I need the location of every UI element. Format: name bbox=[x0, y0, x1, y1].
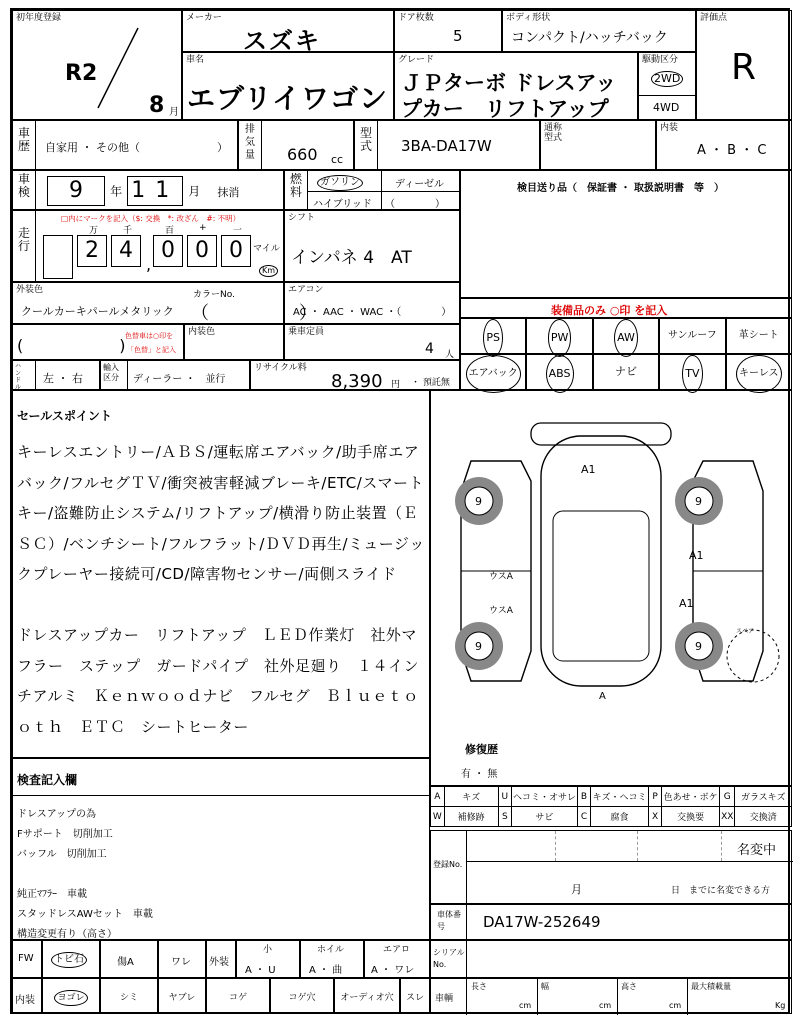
interior-damage-text bbox=[401, 990, 429, 1003]
odometer-digit bbox=[221, 225, 253, 279]
equipment-label: TV bbox=[682, 355, 702, 393]
mark-left-rear-door: ウスA bbox=[489, 606, 513, 616]
common-type-cell bbox=[540, 120, 656, 170]
type-cell bbox=[354, 120, 540, 170]
body-cell bbox=[502, 10, 696, 52]
equipment-item bbox=[593, 318, 659, 354]
handle-value: 左 ・ 右 bbox=[43, 372, 83, 385]
legend-meaning: サビ bbox=[512, 807, 578, 827]
fuel-hdivider bbox=[307, 191, 461, 192]
interior-color-label: 内装色 bbox=[188, 327, 216, 337]
mark-right-rear-door: A1 bbox=[679, 597, 694, 610]
legend-code: P bbox=[648, 787, 661, 807]
equipment-item bbox=[726, 318, 792, 354]
interior-grade-value: A ・ B ・ C bbox=[697, 143, 767, 158]
displacement-cell bbox=[238, 120, 354, 170]
odometer-unit: + bbox=[199, 223, 207, 233]
length-unit: cm bbox=[519, 1001, 532, 1010]
legend-row bbox=[431, 807, 792, 827]
inspection-line: 構造変更有り（高さ） bbox=[17, 929, 117, 940]
reg-month: 月 bbox=[571, 883, 582, 896]
car-roof-spoiler bbox=[531, 423, 671, 445]
interior-damage-cell bbox=[334, 978, 400, 1014]
legend-code: W bbox=[431, 807, 445, 827]
model-cell bbox=[182, 52, 394, 120]
sales-point-line: クプレーヤー接続可/CD/障害物センサー/両側スライド bbox=[17, 565, 397, 583]
legend-meaning: ガラスキズ bbox=[735, 787, 792, 807]
drive-4wd: 4WD bbox=[653, 101, 680, 114]
legend-code: X bbox=[648, 807, 661, 827]
mark-roof-front: A1 bbox=[581, 463, 596, 476]
odometer-digit bbox=[153, 225, 185, 279]
interior-damage-label: ヨゴレ bbox=[54, 990, 87, 1006]
seats-value: 4 bbox=[425, 341, 434, 357]
interior-grade-cell bbox=[656, 120, 792, 170]
interior-damage-label: ヤブレ bbox=[168, 993, 196, 1003]
first-registration-label: 初年度登録 bbox=[16, 13, 62, 23]
slash-mark bbox=[93, 26, 143, 111]
import-cell bbox=[100, 360, 250, 390]
body-value: コンパクト/ハッチバック bbox=[511, 30, 668, 46]
handle-label: ハンドル bbox=[15, 363, 22, 391]
ext-wheel-vals: A ・ 曲 bbox=[309, 965, 343, 976]
recycle-label: リサイクル料 bbox=[254, 363, 307, 373]
import-label: 輸入区分 bbox=[103, 363, 119, 382]
equipment-title-cell bbox=[460, 298, 792, 318]
shaken-year bbox=[47, 176, 239, 206]
equipment-label: AW bbox=[614, 319, 638, 357]
width-label: 幅 bbox=[541, 982, 549, 991]
car-top-body bbox=[541, 436, 661, 686]
km-unit bbox=[259, 265, 278, 277]
history-divider bbox=[35, 121, 36, 171]
documents-cell bbox=[460, 170, 792, 298]
odometer-digit-box bbox=[43, 235, 73, 279]
spare-label: スペア bbox=[736, 628, 755, 635]
ac-value: AC ・ AAC ・ WAC ・（ ） bbox=[293, 307, 452, 318]
height-label: 高さ bbox=[621, 982, 637, 991]
legend-code: A bbox=[431, 787, 445, 807]
ext-label-cell bbox=[206, 940, 236, 978]
displacement-label: 排気量 bbox=[245, 124, 255, 161]
displacement-value: 660 bbox=[287, 145, 318, 164]
legend-code: B bbox=[577, 787, 590, 807]
recycle-value: 8,390 bbox=[331, 371, 383, 392]
type-value: 3BA-DA17W bbox=[401, 137, 492, 155]
doors-label: ドア枚数 bbox=[398, 13, 434, 23]
legend-meaning: 交換済 bbox=[735, 807, 792, 827]
fw-crack-cell bbox=[158, 940, 206, 978]
mark-wheel-rr: 9 bbox=[695, 640, 702, 653]
dimensions-cell bbox=[430, 978, 792, 1014]
odometer-digit-box: 2 bbox=[77, 235, 107, 267]
odometer-digit-box: 0 bbox=[153, 235, 183, 267]
legend-code: S bbox=[498, 807, 511, 827]
month-unit: 月 bbox=[169, 107, 179, 118]
ext-small-label: 小 bbox=[263, 945, 273, 955]
legend-table bbox=[430, 786, 792, 827]
fw-chip bbox=[51, 952, 87, 968]
ext-wheel-label: ホイル bbox=[317, 945, 345, 955]
equipment-label: PS bbox=[483, 319, 503, 357]
equipment-item bbox=[526, 354, 592, 390]
reg-dash-2 bbox=[637, 831, 638, 861]
mileage-divider bbox=[35, 211, 36, 283]
fw-row bbox=[12, 940, 430, 978]
fw-chip-cell bbox=[42, 940, 100, 978]
seats-cell bbox=[284, 324, 460, 360]
exterior-color-value: クールカーキパールメタリック bbox=[21, 305, 174, 318]
fuel-diesel: ディーゼル bbox=[395, 179, 444, 190]
equipment-item bbox=[460, 354, 526, 390]
interior-damage-text bbox=[335, 990, 399, 1003]
first-registration-cell bbox=[12, 10, 182, 120]
drive-label: 駆動区分 bbox=[642, 55, 679, 65]
max-load-label: 最大積載量 bbox=[691, 982, 731, 991]
inspection-line: バッフル 切削加工 bbox=[17, 849, 107, 860]
fuel-other: （ ） bbox=[385, 199, 445, 210]
shaken-cell bbox=[12, 170, 284, 210]
reg-dash-1 bbox=[555, 831, 556, 861]
interior-damage-cell bbox=[206, 978, 270, 1014]
sales-point-line: ＳＣ）/ベンチシート/フルフラット/ＤＶＤ再生/ミュージッ bbox=[17, 534, 425, 553]
car-diagram bbox=[431, 401, 793, 731]
yen-unit: 円 bbox=[391, 380, 401, 390]
odometer-digit-box: 4 bbox=[111, 235, 141, 267]
inspection-line: ドレスアップの為 bbox=[17, 809, 96, 820]
dims-label: 車輌 bbox=[435, 994, 454, 1004]
interior-color-cell bbox=[184, 324, 284, 360]
inspection-line: スタッドレスAWセット 車載 bbox=[17, 909, 153, 920]
history-value: 自家用 ・ その他（ ） bbox=[45, 141, 228, 154]
dims-div-1 bbox=[537, 979, 538, 1015]
drive-divider bbox=[639, 95, 697, 96]
height-unit: cm bbox=[669, 1001, 682, 1010]
km-label: Km bbox=[259, 265, 278, 277]
maker-label: メーカー bbox=[186, 13, 222, 23]
equipment-item bbox=[593, 354, 659, 390]
color-no-label: カラーNo. bbox=[193, 290, 235, 300]
damage-legend bbox=[430, 786, 792, 830]
auction-sheet bbox=[10, 8, 790, 1014]
legend-meaning: ヘコミ・オサレ bbox=[512, 787, 578, 807]
doors-cell bbox=[394, 10, 502, 52]
interior-grade-label: 内装 bbox=[660, 123, 679, 133]
evaluation-label: 評価点 bbox=[700, 13, 728, 23]
odometer-unit: 一 bbox=[233, 226, 243, 236]
length-label: 長さ bbox=[471, 982, 487, 991]
interior-damage-label: シミ bbox=[119, 993, 138, 1003]
reg-day-note: 日 までに名変できる方 bbox=[671, 886, 771, 896]
ext-aero-cell bbox=[364, 940, 430, 978]
first-registration-year: R2 bbox=[65, 61, 98, 86]
legend-meaning: キズ bbox=[444, 787, 498, 807]
odometer-unit: 万 bbox=[89, 226, 99, 236]
fw-chip-label: トビ石 bbox=[51, 952, 87, 968]
sales-points-title: セールスポイント bbox=[17, 409, 112, 423]
seats-unit: 人 bbox=[445, 350, 455, 360]
color-change-cell bbox=[12, 324, 184, 360]
fw-scratch: 傷A bbox=[117, 957, 134, 968]
interior-damage-label: オーディオ穴 bbox=[340, 993, 394, 1003]
shift-label: シフト bbox=[288, 213, 316, 223]
equipment-item bbox=[726, 354, 792, 390]
ext-small-cell bbox=[236, 940, 300, 978]
legend-meaning: キズ・ヘコミ bbox=[591, 787, 649, 807]
equipment-item bbox=[460, 318, 526, 354]
body-label: ボディ形状 bbox=[506, 13, 551, 23]
reg-dash-3 bbox=[721, 831, 722, 861]
legend-code: XX bbox=[720, 807, 735, 827]
interior-damage-text bbox=[271, 990, 333, 1003]
interior-damage-cell bbox=[100, 978, 158, 1014]
inspection-cell bbox=[12, 758, 430, 940]
import-divider bbox=[127, 361, 128, 391]
drive-2wd bbox=[651, 71, 683, 87]
doors-value: 5 bbox=[453, 27, 463, 45]
odometer-digit bbox=[77, 225, 109, 279]
shaken-expired: 抹消 bbox=[217, 185, 240, 199]
legend-code: U bbox=[498, 787, 511, 807]
mark-wheel-rl: 9 bbox=[475, 640, 482, 653]
fuel-label: 燃料 bbox=[289, 172, 302, 199]
color-change-paren: ( ) bbox=[17, 336, 126, 355]
inspection-line: 純正ﾏﾌﾗｰ 車載 bbox=[17, 889, 87, 900]
odometer-comma: , bbox=[146, 255, 152, 274]
mark-rear: A bbox=[599, 691, 606, 702]
equipment-item bbox=[659, 354, 725, 390]
interior-damage-cell bbox=[158, 978, 206, 1014]
sales-point-line: バック/フルセグＴＶ/衝突被害軽減ブレーキ/ETC/スマート bbox=[17, 473, 424, 492]
dims-div-3 bbox=[687, 979, 688, 1015]
interior-damage-cell bbox=[270, 978, 334, 1014]
shaken-month-box: 11 bbox=[127, 176, 183, 206]
shift-cell bbox=[284, 210, 460, 282]
odometer-digit bbox=[187, 225, 219, 279]
ext-wheel-cell bbox=[300, 940, 364, 978]
interior-damage-label: コゲ bbox=[228, 993, 247, 1003]
equipment-label: ABS bbox=[546, 355, 574, 393]
documents-label: 検目送り品（ 保証書 ・ 取扱説明書 等 ） bbox=[517, 183, 724, 194]
interior-damage-text bbox=[101, 990, 157, 1003]
ac-cell bbox=[284, 282, 460, 324]
interior-damage-text bbox=[43, 990, 99, 1006]
mark-wheel-fl: 9 bbox=[475, 495, 482, 508]
type-label: 型式 bbox=[359, 126, 372, 153]
equipment-label: サンルーフ bbox=[668, 330, 717, 341]
model-value: エブリイワゴン bbox=[187, 82, 389, 115]
shaken-label: 車検 bbox=[17, 172, 30, 199]
import-value: ディーラー ・ 並行 bbox=[133, 374, 226, 385]
registration-cell bbox=[430, 830, 792, 904]
ext-label: 外装 bbox=[209, 957, 229, 968]
fw-scratch-cell bbox=[100, 940, 158, 978]
inspection-title: 検査記入欄 bbox=[17, 773, 78, 787]
color-change-note-1: 色替車は○印を bbox=[125, 332, 174, 340]
exterior-color-label: 外装色 bbox=[16, 285, 44, 295]
sales-point-line: ドレスアップカー リフトアップ ＬＥＤ作業灯 社外マ bbox=[17, 626, 417, 644]
max-load-unit: Kg bbox=[775, 1001, 786, 1010]
inspection-line: Fサポート 切削加工 bbox=[17, 829, 113, 840]
shift-value: インパネ 4 AT bbox=[291, 248, 412, 268]
legend-meaning: 補修跡 bbox=[444, 807, 498, 827]
legend-meaning: 腐食 bbox=[591, 807, 649, 827]
odometer-unit: 百 bbox=[165, 226, 175, 236]
legend-meaning: 色あせ・ボケ bbox=[662, 787, 720, 807]
maker-cell bbox=[182, 10, 394, 55]
mileage-note: □内にマークを記入（$: 交換 *: 改ざん #: 不明） bbox=[61, 214, 241, 223]
legend-row bbox=[431, 787, 792, 807]
shaken-year-box: 9 bbox=[47, 176, 105, 206]
sales-point-line: フラー ステップ ガードパイプ 社外足廻り １４イン bbox=[17, 656, 419, 675]
grade-line-2: プカー リフトアップ bbox=[401, 97, 609, 121]
sales-point-line: キー/盗難防止システム/リフトアップ/横滑り防止装置（Ｅ bbox=[17, 504, 419, 522]
handle-cell bbox=[12, 360, 100, 390]
width-unit: cm bbox=[599, 1001, 612, 1010]
ext-small-vals: A ・ U bbox=[245, 965, 276, 976]
recycle-cell bbox=[250, 360, 460, 390]
odometer-digit bbox=[111, 225, 143, 279]
mileage-label: 走行 bbox=[17, 226, 30, 253]
shaken-month-unit: 月 bbox=[188, 184, 201, 199]
evaluation-cell bbox=[696, 10, 792, 120]
equipment-item bbox=[659, 318, 725, 354]
equipment-item bbox=[526, 318, 592, 354]
spare-tire bbox=[727, 630, 779, 682]
legend-code: G bbox=[720, 787, 735, 807]
equipment-label: ナビ bbox=[614, 365, 637, 378]
reg-hdivider bbox=[467, 861, 793, 862]
ext-aero-vals: A ・ ワレ bbox=[371, 965, 415, 976]
sales-point-line: チアルミ Ｋｅｎｗｏｏｄナビ フルセグ Ｂｌｕｅｔｏ bbox=[17, 687, 419, 705]
interior-damage-cell bbox=[400, 978, 430, 1014]
fw-crack: ワレ bbox=[171, 957, 191, 968]
equipment-title: 装備品のみ ○印 を記入 bbox=[551, 304, 668, 317]
odometer-unit: 千 bbox=[123, 226, 133, 236]
interior-damage-cell bbox=[42, 978, 100, 1014]
int-label-cell bbox=[12, 978, 42, 1014]
mark-wheel-fr: 9 bbox=[695, 495, 702, 508]
sales-points-cell bbox=[12, 390, 430, 758]
grade-label: グレード bbox=[398, 55, 435, 65]
equipment-grid bbox=[460, 318, 792, 390]
interior-damage-text bbox=[159, 990, 205, 1003]
grade-cell bbox=[394, 52, 638, 120]
name-change-value: 名変中 bbox=[737, 843, 777, 858]
fuel-gasoline bbox=[317, 175, 363, 191]
reg-no-label: 登録No. bbox=[433, 860, 463, 869]
mile-unit: マイル bbox=[253, 244, 280, 254]
deposit-value: ・ 預託無 bbox=[411, 378, 450, 388]
mark-right-front-door: A1 bbox=[689, 549, 704, 562]
fuel-vdivider bbox=[381, 171, 382, 211]
history-cell bbox=[12, 120, 238, 170]
chassis-label: 車体番号 bbox=[437, 910, 461, 931]
mileage-cell bbox=[12, 210, 284, 282]
int-label: 内装 bbox=[15, 995, 35, 1006]
drive-2wd-label: 2WD bbox=[651, 71, 683, 87]
ext-aero-label: エアロ bbox=[383, 945, 411, 955]
color-change-note-2: 「色替」と記入 bbox=[127, 346, 176, 354]
car-roof bbox=[553, 511, 649, 661]
evaluation-value: R bbox=[731, 47, 757, 88]
legend-meaning: 交換要 bbox=[662, 807, 720, 827]
repair-value: 有 ・ 無 bbox=[461, 769, 498, 780]
fw-label: FW bbox=[18, 953, 34, 964]
shaken-divider bbox=[35, 171, 36, 211]
interior-damage-text bbox=[207, 990, 269, 1003]
grade-line-1: ＪＰターボ ドレスアッ bbox=[401, 71, 617, 95]
common-type-label: 通称型式 bbox=[544, 123, 563, 143]
type-divider bbox=[377, 121, 378, 171]
mark-left-front-door: ウスA bbox=[489, 572, 513, 582]
first-registration-month: 8 bbox=[149, 93, 165, 118]
interior-damage-label: スレ bbox=[405, 993, 424, 1003]
equipment-label: エアバック bbox=[466, 355, 521, 393]
interior-damage-label: コゲ穴 bbox=[288, 993, 316, 1003]
dims-div-2 bbox=[617, 979, 618, 1015]
year-unit: 年 bbox=[110, 184, 123, 199]
fuel-gasoline-label: ガソリン bbox=[317, 175, 363, 191]
serial-label: シリアルNo. bbox=[433, 948, 465, 969]
history-label: 車歴 bbox=[17, 126, 30, 153]
fuel-cell bbox=[284, 170, 460, 210]
fuel-hybrid: ハイブリッド bbox=[313, 199, 372, 210]
handle-divider bbox=[35, 361, 36, 391]
serial-cell bbox=[430, 940, 792, 978]
damage-diagram-cell bbox=[430, 390, 792, 786]
equipment-label: 革シート bbox=[738, 330, 779, 341]
cc-unit: cc bbox=[331, 153, 344, 166]
odometer-digit-box: 0 bbox=[221, 235, 251, 267]
sales-point-line: ｏｔｈ ＥＴＣ シートヒーター bbox=[17, 717, 249, 736]
repair-label: 修復歴 bbox=[465, 743, 498, 756]
sales-point-line: キーレスエントリー/ＡＢＳ/運転席エアバック/助手席エア bbox=[17, 443, 420, 461]
color-no-value: （ ） bbox=[191, 303, 317, 324]
interior-damage-row bbox=[12, 978, 430, 1014]
displacement-divider bbox=[261, 121, 262, 171]
fw-label-cell bbox=[12, 940, 42, 978]
maker-value: スズキ bbox=[243, 27, 321, 55]
seats-label: 乗車定員 bbox=[288, 327, 325, 337]
odometer-digit bbox=[43, 225, 75, 279]
ac-label: エアコン bbox=[288, 285, 324, 295]
equipment-label: PW bbox=[548, 319, 572, 357]
odometer-digit-box: 0 bbox=[187, 235, 217, 267]
model-label: 車名 bbox=[186, 55, 205, 65]
inspection-divider bbox=[13, 795, 431, 796]
legend-code: C bbox=[577, 807, 590, 827]
equipment-label: キーレス bbox=[736, 355, 782, 393]
chassis-cell bbox=[430, 904, 792, 940]
chassis-value: DA17W-252649 bbox=[483, 913, 601, 931]
drive-cell bbox=[638, 52, 696, 120]
